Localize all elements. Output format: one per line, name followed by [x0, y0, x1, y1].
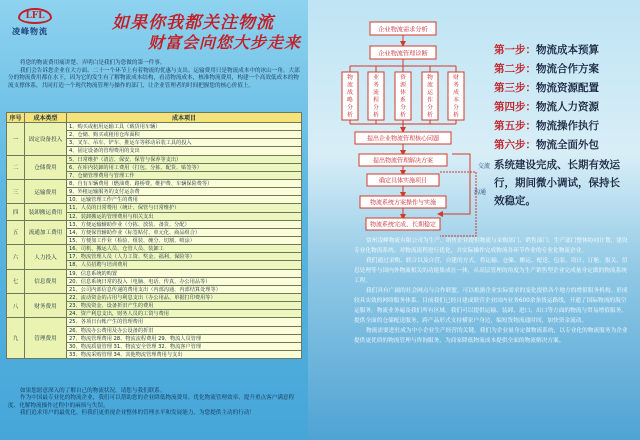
cost-number: 九: [7, 318, 25, 359]
cost-number: 六: [7, 245, 25, 269]
flow-step: [359, 154, 447, 173]
cost-number: 七: [7, 269, 25, 293]
company-paragraph: 物流需要进驻成为中小企业生产经营的关键。我们为企业量身定做物流系统，以专业化的物流服务为企业提供更优质的物流管理与咨询服务，为商家降低物流成本提供全面的物流解决方案。: [354, 328, 628, 344]
cost-type: 管理费用: [25, 318, 67, 359]
slogan-line-1: 如果你我都关注物流: [112, 13, 274, 33]
service-step: [494, 61, 634, 80]
header-cost-type: 成本类型: [25, 113, 67, 123]
cost-number: 四: [7, 204, 25, 220]
cost-type: 人力投入: [25, 245, 67, 269]
cost-item: 9、外租运输服务的支付运杂费: [67, 188, 302, 196]
outro-paragraph: 作为中国最专业化的物流企业，我们可以帮助您的企业降低物流费用、优化物流管理效率、提升重点客户满意程度、化解物流操作过程中的麻烦与失误。: [8, 395, 295, 409]
step-number: 第五步：: [494, 120, 536, 132]
flow-analysis-column: [422, 66, 438, 124]
cost-item: 24、资产利息支出，财务人员的工资与费用: [67, 310, 302, 318]
cost-item: 30、物流质量管理 31、物流安全管理 32、物流客户管理: [67, 342, 302, 350]
cost-item: 10、运输管理工作产生的费用: [67, 196, 302, 204]
step-number: 第三步：: [494, 82, 536, 94]
company-paragraph: 常州凌峰物流有限公司为生产、销售企业提供物流与采购部门、销售部门、生产部门整体协同计划，建设专业化物流系统、对物流流程进行优化，并实际操作完成物流各环节作业的专业化物流企业。: [354, 238, 628, 254]
cost-item: 19、信息系统的购置: [67, 269, 302, 277]
cost-item: 4、固定设备的管理费用的支出: [67, 147, 302, 155]
service-step: [494, 42, 634, 61]
cost-item: 27、物流管理费用 28、物流流程费用 29、物流人员管理: [67, 334, 302, 342]
flow-node-diagnosis: [370, 46, 436, 59]
cost-number: 八: [7, 293, 25, 317]
cost-item: 21、公司内部信息传递的费用支出（内部沟通、内部结算处理等）: [67, 285, 302, 293]
cost-item: 2、仓储、购买或租用仓库面积: [67, 131, 302, 139]
cost-item: 11、人员的日常费用（统计、保管与日常维护）: [67, 204, 302, 212]
service-step: [494, 99, 634, 118]
flow-column-label: 财务成本分析: [453, 75, 459, 119]
cost-item: 1、购买或租用运输工具（载货用车辆）: [67, 123, 302, 131]
flow-analysis-column: [342, 66, 358, 124]
cost-type: 仓储费用: [25, 155, 67, 179]
step-text: 物流资源配置: [536, 82, 599, 94]
flow-step-label: 物流系统完成、长期稳定: [369, 221, 437, 229]
step-number: 第六步：: [494, 139, 536, 151]
step-text: 物流操作执行: [536, 120, 599, 132]
logo-name: 凌峰物流: [12, 27, 48, 36]
flow-step-label: 提出企业物流管理核心问题: [366, 135, 440, 143]
header-cost-item: 成本项目: [67, 113, 302, 123]
company-profile: [354, 236, 632, 346]
cost-number: 二: [7, 155, 25, 179]
cost-item: 6、在库内装卸的用工费用（打包、分拣、配货、贴签等）: [67, 163, 302, 171]
intro-paragraph: 我们会告诉您企业在大方面、二十一个环节上有着物流的优惠与支出。运输费用只是物流成本中的冰山一角。大部分的物流费用都在水下，因为它的发生有了解物流成本结构，看清物流成本，核准物流费用，构建一个高效低成本的物流支撑体系，共同打造一个现代物流管理与操作的部门，让企业管理者的时间把握您的核心价值上。: [8, 67, 300, 89]
cost-item: 18、人员招聘与培训费用: [67, 261, 302, 269]
steps-note: 系统建设完成、长期有效运行，期间微小调试，保持长效稳定。: [494, 159, 620, 207]
cost-item: 15、方便加工作业（检验、组装、缠分、切割、喷涂）: [67, 236, 302, 244]
company-paragraph: 我们具有广阔的社会网点与合作联盟，可以根据企业实际需求的变化提供各个地方的增值服务机构。形成较具实效的网络服务体系。目前我们已经自建或联营企业国内业务600余条货运路线，开通了国际物流的海空运服务，物流业务遍及我们所有区域，我们可以提供运输、装卸、进口、出口等方面的物流与贸易增值服务。提供全面的仓储配送服务，跨产品形式支持横家户身边，编短货物流通时间，加快资金流动。: [354, 288, 628, 324]
step-text: 物流成本预算: [536, 44, 599, 56]
cost-type: 装卸搬运费用: [25, 204, 67, 220]
flow-column-label: 资源体系分析: [400, 75, 406, 119]
cost-item: 13、方便运输辅助作业（分拣、放装、备货、分配）: [67, 220, 302, 228]
cost-type: 流通加工费用: [25, 220, 67, 244]
cost-item: 12、装卸搬运的管理费用与相关支出: [67, 212, 302, 220]
header-number: 序号: [7, 113, 25, 123]
cost-item: 14、方便保管辅助作业（标签贴付、单元化、商品组合）: [67, 228, 302, 236]
flow-column-label: 业务流程分析: [373, 75, 379, 119]
flow-step: [366, 218, 440, 230]
flow-node-label: 企业物流管理诊断: [378, 50, 428, 58]
flow-node-label: 企业物流需求分析: [378, 26, 428, 34]
flow-step-label: 物流系统方案操作与实施: [369, 199, 437, 207]
logo-mark: LFL: [18, 8, 52, 24]
flow-analysis-columns: [342, 66, 464, 124]
flow-step: [355, 132, 451, 153]
company-paragraph: 我们通过采购、联合以及自营，自建的方式，将运输、仓储、搬运、配送、包装、设计、订舱、报关、信息处理等与国内外物流相关的功能集成在一体，从高层管理的角度为生产销售型企业完成量身定做的物流系统工程。: [354, 258, 628, 284]
cost-type: 财务费用: [25, 293, 67, 317]
step-text: 物流全面外包: [536, 139, 599, 151]
flow-node-demand: [370, 22, 436, 35]
step-number: 第四步：: [494, 101, 536, 113]
service-step: [494, 137, 634, 156]
cost-item: 7、仓储管理费用与管理工作: [67, 171, 302, 179]
cost-item: 8、自有车辆费用（燃油费、路桥费、维护费、车辆保险费等）: [67, 179, 302, 187]
flow-analysis-column: [368, 66, 384, 124]
cost-item: 23、物流资金、设备折旧产生的费用: [67, 302, 302, 310]
service-step: [494, 80, 634, 99]
flow-analysis-column: [395, 66, 411, 124]
flow-step-label: 提出物流管理解决方案: [372, 157, 434, 165]
cost-number: 五: [7, 220, 25, 244]
flow-side-label-exchange: 交流: [478, 163, 491, 170]
cost-number: 一: [7, 123, 25, 156]
flow-analysis-column: [448, 66, 464, 124]
cost-item: 16、司机、搬运人员、仓管人员、装卸工: [67, 245, 302, 253]
step-text: 物流合作方案: [536, 63, 599, 75]
cost-item: 26、物流办公费用及办公设备的折旧: [67, 326, 302, 334]
outro-paragraph: 如果您愿意深入的了解自己的物流状况，请您与我们联系。: [20, 388, 166, 394]
step-text: 物流人力资源: [536, 101, 599, 113]
slogan-line-2: 财富会向您大步走来: [148, 33, 302, 52]
cost-item: 5、日常维护（清洁、保安、保管与保养等支出）: [67, 155, 302, 163]
service-steps: [494, 42, 634, 210]
outro-paragraph: 我们追求用户的最优化，但我们更重视企业整体的管理水平和发展能力，为您提供主动的行动！: [20, 410, 255, 417]
intro-paragraph: 将您的物流费用痛讲楚、弄明白是我们为您做的第一件事。: [20, 60, 166, 66]
step-number: 第二步：: [494, 63, 536, 75]
flow-process-steps: [355, 132, 451, 230]
cost-type: 信息费用: [25, 269, 67, 293]
cost-item: 22、流动资金的占用与利息支出（办公用品、单据打印费用等）: [67, 293, 302, 301]
service-step: [494, 118, 634, 137]
cost-item: 25、各项日台帐产生的管理费用: [67, 318, 302, 326]
flow-step-label: 确定具体实施项目: [378, 177, 428, 185]
cost-number: 三: [7, 179, 25, 203]
step-number: 第一步：: [494, 44, 536, 56]
flow-column-label: 物流战略分析: [347, 75, 353, 119]
flow-column-label: 物流运作分析: [427, 75, 433, 119]
flow-side-label-communicate: 沟通: [474, 189, 487, 196]
cost-item: 17、物流管理人员（人力工资、奖金、福利、保险等）: [67, 253, 302, 261]
cost-type: 运输费用: [25, 179, 67, 203]
cost-item: 3、叉车、吊车、铲车、推运车等移动吊装工具的投入: [67, 139, 302, 147]
flow-step: [360, 196, 446, 217]
cost-item: 33、物流采购管理 34、其他物流管理费用与支出: [67, 350, 302, 358]
cost-item: 20、信息系统日常的投入（电脑、电话、传真、办公用品等）: [67, 277, 302, 285]
flow-step: [367, 174, 439, 195]
cost-type: 固定设备投入: [25, 123, 67, 156]
